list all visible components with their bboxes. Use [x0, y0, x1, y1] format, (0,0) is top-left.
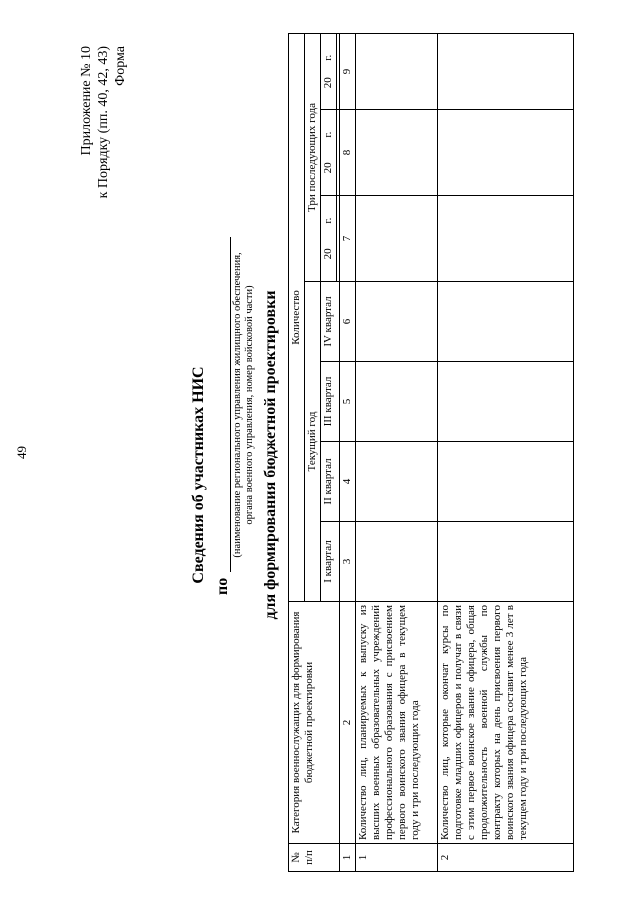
- header-num: № п/п: [289, 844, 340, 872]
- fill-in-line: [230, 237, 231, 572]
- col-number: 9: [340, 33, 356, 109]
- col-number: 8: [340, 110, 356, 196]
- fill-in-caption: [232, 205, 256, 605]
- header-quantity: Количество: [289, 33, 305, 601]
- page-number: 49: [14, 446, 29, 459]
- cell-q2: [356, 442, 438, 522]
- header-category: Категория военнослужащих для формирования бюджетной проектировки: [289, 602, 340, 844]
- column-numbers-row: [340, 33, 356, 871]
- participants-table: [288, 33, 574, 872]
- appendix-line-2: к Порядку (пп. 40, 42, 43): [96, 46, 111, 199]
- row-num: 2: [438, 844, 574, 872]
- year-suffix: г.: [322, 131, 334, 138]
- year-prefix: 20: [322, 162, 334, 174]
- row-category-text: Количество лиц, которые окончат курсы по подготовке младших офицеров и получат в связи с этим первое воинское звание офицера, общая продолжительность военной службы по контракту которых на день присвоения первого воинского звания офицера составит менее 3 лет в текущем году и три последующих года: [438, 602, 574, 844]
- year-prefix: 20: [322, 77, 334, 89]
- appendix-line-1: Приложение № 10: [79, 46, 94, 156]
- col-number: 7: [340, 196, 356, 282]
- header-q4: IV квартал: [321, 282, 340, 362]
- header-q2: II квартал: [321, 442, 340, 522]
- po-label: по: [214, 577, 231, 595]
- document-subtitle: для формирования бюджетной проектировки: [262, 290, 279, 620]
- header-year-1: [321, 196, 337, 282]
- cell-year-3: [438, 33, 574, 109]
- cell-year-3: [356, 33, 438, 109]
- row-num: 1: [356, 844, 438, 872]
- year-suffix: г.: [322, 54, 334, 61]
- cell-q4: [438, 282, 574, 362]
- caption-line-2: органа военного управления, номер войсковой части): [244, 285, 255, 525]
- cell-year-2: [356, 110, 438, 196]
- cell-q2: [438, 442, 574, 522]
- table-row: [438, 33, 574, 871]
- cell-q3: [356, 362, 438, 442]
- header-q3: III квартал: [321, 362, 340, 442]
- col-number: 3: [340, 522, 356, 602]
- cell-q4: [356, 282, 438, 362]
- year-prefix: 20: [322, 248, 334, 260]
- year-suffix: г.: [322, 217, 334, 224]
- header-three-years: Три последующих года: [305, 33, 321, 281]
- cell-q1: [356, 522, 438, 602]
- cell-year-1: [438, 196, 574, 282]
- appendix-header: [78, 46, 129, 198]
- caption-line-1: (наименование регионального управления жилищного обеспечения,: [232, 252, 243, 558]
- row-category-text: Количество лиц, планируемых к выпуску из высших военных образовательных учреждений профессионального образования с присвоением первого воинского звания офицера в текущем году и три последующих года: [356, 602, 438, 844]
- cell-year-1: [356, 196, 438, 282]
- cell-q1: [438, 522, 574, 602]
- col-number: 1: [340, 844, 356, 872]
- cell-year-2: [438, 110, 574, 196]
- document-title: Сведения об участниках НИС: [190, 366, 207, 584]
- appendix-line-3: Форма: [113, 46, 128, 86]
- header-current-year: Текущий год: [305, 282, 321, 602]
- header-year-2: [321, 110, 337, 196]
- col-number: 2: [340, 602, 356, 844]
- header-year-3: [321, 33, 337, 109]
- table-row: [356, 33, 438, 871]
- cell-q3: [438, 362, 574, 442]
- col-number: 5: [340, 362, 356, 442]
- header-q1: I квартал: [321, 522, 340, 602]
- col-number: 6: [340, 282, 356, 362]
- col-number: 4: [340, 442, 356, 522]
